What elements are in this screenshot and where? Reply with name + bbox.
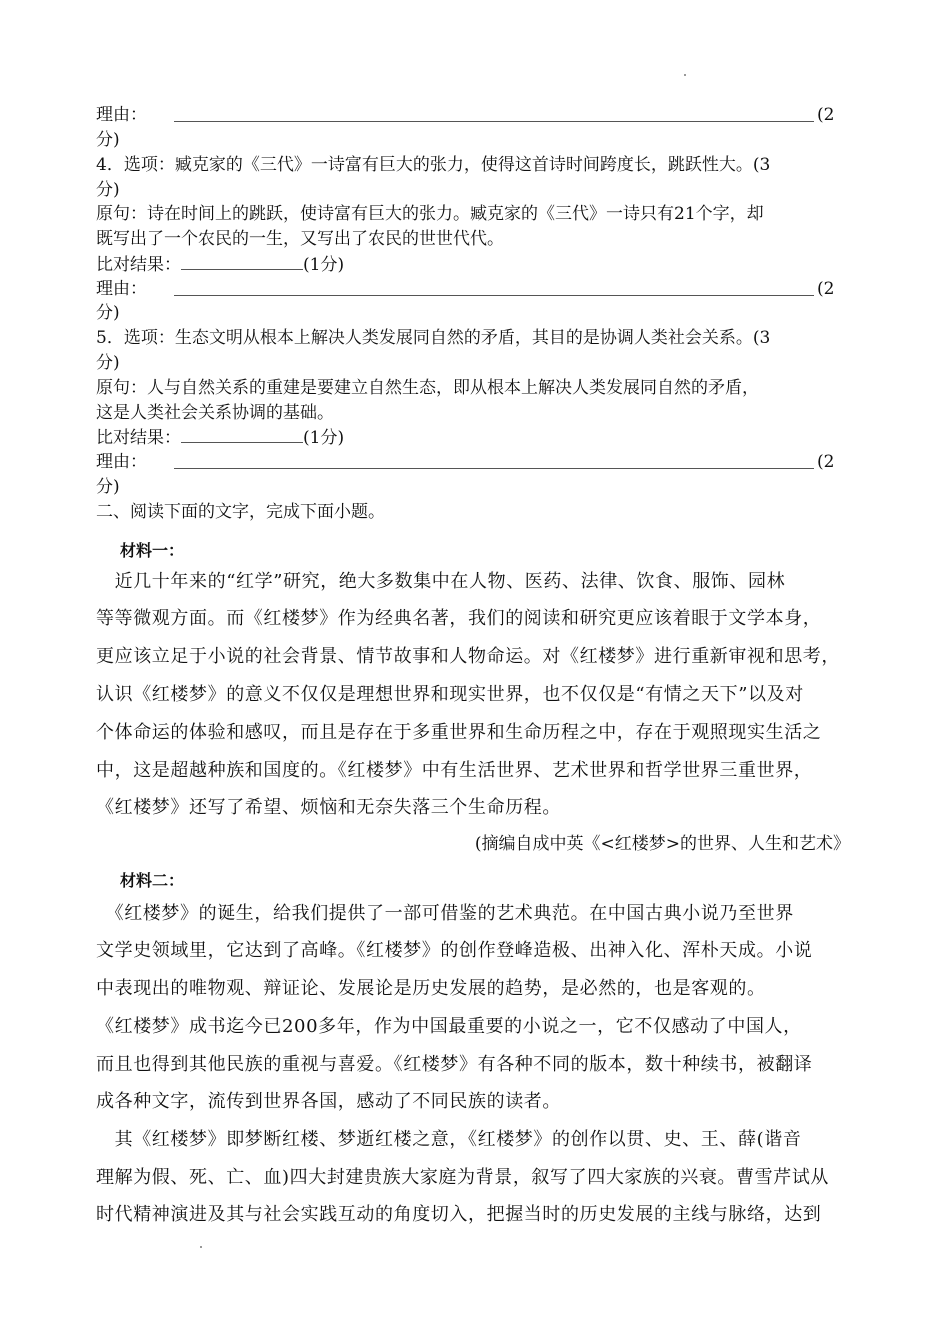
q4-compare-blank[interactable]: [181, 253, 303, 270]
q5-option: 5．选项：生态文明从根本上解决人类发展同自然的矛盾，其目的是协调人类社会关系。(3: [96, 328, 771, 348]
q3-reason-label: 理由：: [96, 105, 147, 125]
q3-reason-points: (2: [817, 105, 835, 125]
material2-line: 成各种文字，流传到世界各国，感动了不同民族的读者。: [96, 1091, 561, 1112]
q5-reason-points: (2: [817, 452, 835, 472]
material1-line: 中，这是超越种族和国度的。《红楼梦》中有生活世界、艺术世界和哲学世界三重世界，: [96, 760, 813, 781]
material2-line: 文学史领域里，它达到了高峰。《红楼梦》的创作登峰造极、出神入化、浑朴天成。小说: [96, 940, 813, 961]
q4-original-line-2: 既写出了一个农民的一生，又写出了农民的世世代代。: [96, 229, 504, 249]
material1-line: 更应该立足于小说的社会背景、情节故事和人物命运。对《红楼梦》进行重新审视和思考，: [96, 646, 840, 667]
material1-line: 等等微观方面。而《红楼梦》作为经典名著，我们的阅读和研究更应该着眼于文学本身，: [96, 608, 822, 629]
q5-compare-blank[interactable]: [181, 426, 303, 443]
q4-option: 4．选项：臧克家的《三代》一诗富有巨大的张力，使得这首诗时间跨度长，跳跃性大。(3: [96, 155, 771, 175]
q4-option-cont: 分): [96, 180, 120, 200]
q5-compare-points: (1分): [303, 428, 345, 448]
scan-speck: [200, 1246, 202, 1248]
q5-reason-points-cont: 分): [96, 477, 120, 497]
material1-line: 个体命运的体验和感叹，而且是存在于多重世界和生命历程之中，存在于观照现实生活之: [96, 722, 822, 743]
section2-title: 二、阅读下面的文字，完成下面小题。: [96, 502, 385, 522]
material1-line: 近几十年来的“红学”研究，绝大多数集中在人物、医药、法律、饮食、服饰、园林: [96, 571, 786, 592]
material2-line: 《红楼梦》的诞生，给我们提供了一部可借鉴的艺术典范。在中国古典小说乃至世界: [96, 903, 794, 924]
q4-compare-points: (1分): [303, 255, 345, 275]
material1-source: (摘编自成中英《<红楼梦>的世界、人生和艺术》: [474, 834, 850, 854]
material1-heading: 材料一：: [120, 541, 185, 560]
material1-line: 《红楼梦》还写了希望、烦恼和无奈失落三个生命历程。: [96, 797, 561, 818]
scan-speck: [684, 74, 686, 76]
q5-compare-label: 比对结果：: [96, 428, 181, 448]
material2-line: 中表现出的唯物观、辩证论、发展论是历史发展的趋势，是必然的，也是客观的。: [96, 978, 766, 999]
q5-option-cont: 分): [96, 353, 120, 373]
q4-original-line-1: 原句：诗在时间上的跳跃，使诗富有巨大的张力。臧克家的《三代》一诗只有21个字，却: [96, 204, 764, 224]
q4-compare-row: [96, 253, 344, 276]
material2-heading: 材料二：: [120, 871, 185, 890]
q5-original-line-1: 原句：人与自然关系的重建是要建立自然生态，即从根本上解决人类发展同自然的矛盾，: [96, 378, 759, 398]
q5-compare-row: [96, 426, 344, 449]
q5-reason-label: 理由：: [96, 452, 147, 472]
material2-line: 《红楼梦》成书迄今已200多年，作为中国最重要的小说之一，它不仅感动了中国人，: [96, 1016, 802, 1037]
q4-reason-blank[interactable]: [174, 295, 814, 296]
q3-reason-points-cont: 分): [96, 130, 120, 150]
q4-compare-label: 比对结果：: [96, 255, 181, 275]
material2-line: 理解为假、死、亡、血)四大封建贵族大家庭为背景，叙写了四大家族的兴衰。曹雪芹试从: [96, 1167, 830, 1188]
material2-line: 其《红楼梦》即梦断红楼、梦逝红楼之意，《红楼梦》的创作以贯、史、王、薛(谐音: [96, 1129, 802, 1150]
q5-reason-blank[interactable]: [174, 468, 814, 469]
material1-line: 认识《红楼梦》的意义不仅仅是理想世界和现实世界，也不仅仅是“有情之天下”以及对: [96, 684, 804, 705]
material2-line: 而且也得到其他民族的重视与喜爱。《红楼梦》有各种不同的版本，数十种续书，被翻译: [96, 1054, 813, 1075]
q4-reason-points: (2: [817, 279, 835, 299]
q4-reason-label: 理由：: [96, 279, 147, 299]
material2-line: 时代精神演进及其与社会实践互动的角度切入，把握当时的历史发展的主线与脉络，达到: [96, 1204, 822, 1225]
q5-original-line-2: 这是人类社会关系协调的基础。: [96, 403, 334, 423]
q3-reason-blank[interactable]: [174, 121, 814, 122]
q4-reason-points-cont: 分): [96, 303, 120, 323]
